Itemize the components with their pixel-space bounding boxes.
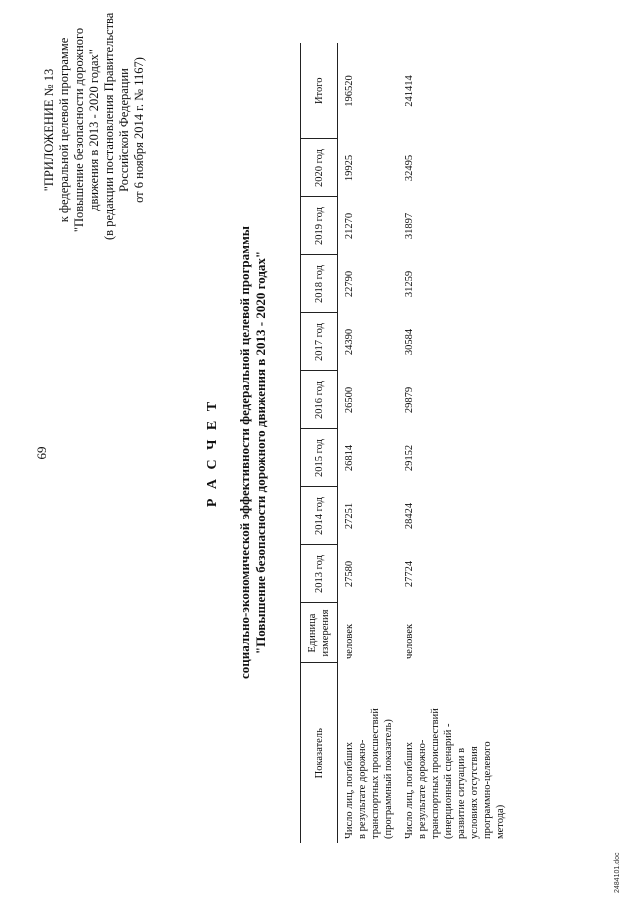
row-value: 19925 [344,154,355,182]
row-value: 28424 [404,502,415,530]
header-year: 2014 год [301,487,338,545]
row-value: 27251 [344,502,355,530]
appendix-line: от 6 ноября 2014 г. № 1167) [132,57,146,203]
appendix-line: (в редакции постановления Правительства [102,12,116,240]
appendix-line: "ПРИЛОЖЕНИЕ № 13 [42,68,56,192]
row-value: 31897 [404,212,415,240]
row-value: 29152 [404,444,415,472]
subtitle-line-1: социально-экономической эффективности федеральной целевой программы [237,226,252,679]
appendix-line: "Повышение безопасности дорожного [72,27,86,233]
table-row [338,43,399,843]
row-unit: человек [404,623,415,659]
page-number: 69 [34,446,49,460]
row-value: 22790 [344,270,355,298]
header-year: 2020 год [301,139,338,197]
row-value: 32495 [404,154,415,182]
row-value: 26500 [344,386,355,414]
appendix-line: Российской Федерации [117,68,131,192]
row-value: 21270 [344,212,355,240]
footer-doc-code: 2484101.doc [614,852,621,893]
header-year: 2019 год [301,197,338,255]
document-subtitle [237,110,269,795]
row-total: 196520 [344,75,355,107]
table-row [398,43,510,843]
row-indicator: Число лиц, погибших в результате дорожно- транспортных происшествий (инерционный сценарий - развитие ситуации в условиях отсутствия программно-целевого метода) [404,708,506,839]
row-value: 27580 [344,560,355,588]
appendix-header [42,12,147,240]
appendix-line: к федеральной целевой программе [57,37,71,223]
header-indicator: Показатель [301,663,338,843]
header-year: 2015 год [301,429,338,487]
header-year: 2013 год [301,545,338,603]
row-value: 24390 [344,328,355,356]
row-value: 27724 [404,560,415,588]
row-value: 29879 [404,386,415,414]
header-total: Итого [301,43,338,139]
row-total: 241414 [404,75,415,107]
row-value: 31259 [404,270,415,298]
header-unit: Единица измерения [301,603,338,663]
row-value: 26814 [344,444,355,472]
header-year: 2017 год [301,313,338,371]
row-value: 30584 [404,328,415,356]
efficiency-table [300,43,510,843]
header-year: 2018 год [301,255,338,313]
subtitle-line-2: "Повышение безопасности дорожного движения в 2013 - 2020 годах" [253,250,268,655]
table-header-row [301,43,338,843]
row-indicator: Число лиц, погибших в результате дорожно- транспортных происшествий (программный показатель) [344,708,394,839]
document-title: Р А С Ч Е Т [205,398,220,508]
header-year: 2016 год [301,371,338,429]
appendix-line: движения в 2013 - 2020 годах" [87,49,101,211]
row-unit: человек [344,623,355,659]
